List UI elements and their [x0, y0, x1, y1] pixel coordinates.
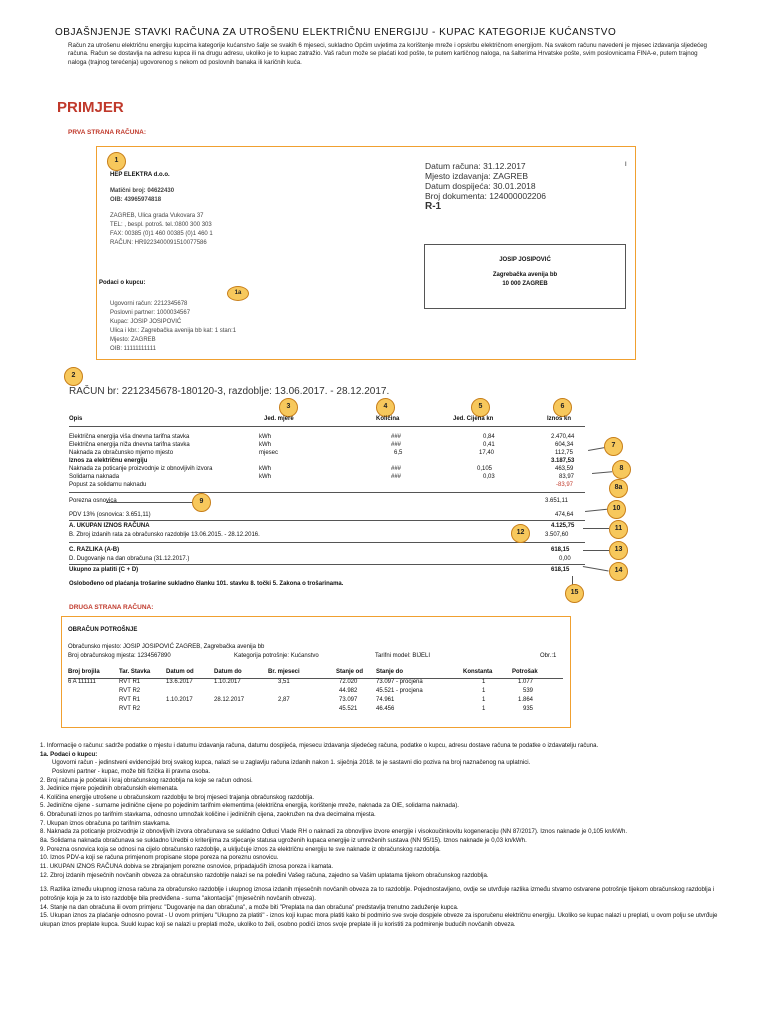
grand-total-row: Ukupno za platiti (C + D) 618,15 — [69, 567, 570, 573]
badge-13: 13 — [609, 541, 628, 560]
tax-base-row: Porezna osnovica 3.651,11 — [69, 498, 568, 504]
first-page-label: PRVA STRANA RAČUNA: — [68, 129, 146, 136]
issuer-account: RAČUN: HR9223400091510077586 — [110, 240, 207, 246]
badge-11: 11 — [609, 520, 628, 539]
invoice-first-page — [96, 146, 636, 360]
invoice-place: Mjesto izdavanja: ZAGREB — [425, 171, 528, 181]
col-header-opis: Opis — [69, 416, 83, 422]
note-item: 10. Iznos PDV-a koji se računa primjenom propisane stope poreza na poreznu osnovicu. — [40, 854, 279, 862]
invoice-due-date: Datum dospijeća: 30.01.2018 — [425, 181, 536, 191]
intro-text: Račun za utrošenu električnu energiju kupcima kategorije kućanstvo šalje se svakih 6 mjeseci, sukladno Općim uvjetima za korištenje mreže i opskrbu električnom energijom. Na svakom računu navedeni je mjesec izdavanja sljedećeg računa. Račun se dostavlja na adresu kupca ili na drugu adresu, ukoliko je to kupac zatražio. Vaš račun može se plaćati kod pošte, te putem kartičnog naloga, na šalterima Hrvatske pošte, svim poslovnicama FINA-e, putem trajnog naloga (trajnog terećenja) ugovorenog s nekom od poslovnih banaka ili karičnih kuća. — [68, 42, 707, 66]
badge-14: 14 — [609, 562, 628, 581]
vat-row: PDV 13% (osnovica: 3.651,11) 474,64 — [69, 512, 574, 518]
badge-4: 4 — [376, 398, 395, 417]
table-row: Električna energija viša dnevna tarifna stavka kWh ### 0,84 2.470,44 — [69, 434, 575, 440]
consumption-category: Kategorija potrošnje: Kućanstvo — [234, 653, 319, 659]
note-item: Poslovni partner - kupac, može biti fizička ili pravna osoba. — [52, 767, 211, 775]
note-item: 8. Naknada za poticanje proizvodnje iz obnovljivih izvora obračunava se sukladno Odluci Vlade RH o naknadi za obnovljive izvore energije i visokoučinkovitu kogeneraciju (NN 87/2017). Iznos naknade je 0,105 kn/kWh. — [40, 828, 628, 836]
buyer-line: Ugovorni račun: 2212345678 — [110, 301, 188, 307]
table-row: Popust za solidarnu naknadu -83,97 — [69, 482, 574, 488]
note-item: 14. Stanje na dan obračuna ili ovom primjeru: "Dugovanje na dan obračuna", a može biti "Preplata na dan obračuna" predstavlja trenutno zaduženje kupca. — [40, 903, 459, 911]
col-header-jed: Jed. mjere — [264, 416, 294, 422]
diff-c-row: C. RAZLIKA (A-B) 618,15 — [69, 547, 570, 553]
note-item: 5. Jedinične cijene - sumarne jedinične cijene po pojedinim tarifnim elementima (električna energija, korištenje mreže, naknada za OIE, solidarna naknada). — [40, 802, 459, 810]
badge-8: 8 — [612, 460, 631, 479]
metering-point: Obračunsko mjesto: JOSIP JOSIPOVIĆ ZAGREB, Zagrebačka avenija bb — [68, 644, 265, 650]
consumption-table: Broj brojila Tar. Stavka Datum od Datum do Br. mjeseci Stanje od Stanje do Konstanta Potrošak 6 A 111111 RVT R1 13.6.2017 1.10.2017 3,51 72.020 73.097 - procjena 1 1.077 RVT R2 44.982 45.521 - procjena 1 539 RVT R1 1.10.2017 28.12.2017 2,87 73.097 74.961 1 1.864 RVT R2 45.521 46.456 1 935 — [68, 669, 563, 719]
table-row: RVT R1 1.10.2017 28.12.2017 2,87 73.097 74.961 1 1.864 — [119, 697, 534, 703]
note-item: 4. Količina energije utrošene u obračunskom razdoblju te broj mjeseci trajanja obračunskog razdoblja. — [40, 793, 315, 801]
note-item: Ugovorni račun - jedinstveni evidencijski broj svakog kupca, nalazi se u zaglavlju računa izdanih nakon 1. siječnja 2018. te je sastavni dio poziva na broj naznačenog na uplatnici. — [52, 759, 531, 767]
invoice-date: Datum računa: 31.12.2017 — [425, 161, 526, 171]
table-row: RVT R2 44.982 45.521 - procjena 1 539 — [119, 688, 534, 694]
issuer-address: ZAGREB, Ulica grada Vukovara 37 — [110, 213, 204, 219]
note-item: 7. Ukupan iznos obračuna po tarifnim stavkama. — [40, 819, 171, 827]
badge-2: 2 — [64, 367, 83, 386]
issuer-name: HEP ELEKTRA d.o.o. — [110, 172, 170, 178]
tariff-model: Tarifni model: BIJELI — [375, 653, 431, 659]
note-item: 2. Broj računa je početak i kraj obračunskog razdoblja na koje se račun odnosi. — [40, 776, 253, 784]
buyer-line: OIB: 11111111111 — [110, 346, 156, 352]
table-row: Električna energija niža dnevna tarifna stavka kWh ### 0,41 604,34 — [69, 442, 574, 448]
badge-12: 12 — [511, 524, 530, 543]
obr-number: Obr.:1 — [540, 653, 557, 659]
note-item: 6. Obračunati iznos po tarifnim stavkama, odnosno umnožak količine i jediničnih cijena, zaokružen na dva decimalna mjesta. — [40, 811, 376, 819]
buyer-line: Poslovni partner: 1000034567 — [110, 310, 191, 316]
col-header-iznos: Iznos kn — [547, 416, 572, 422]
total-b-row: B. Zbroj izdanih rata za obračunsko razdoblje 13.06.2015. - 28.12.2016. 3.507,60 — [69, 532, 569, 538]
note-item: 12. Zbroj izdanih mjesečnih novčanih obveza za obračunsko razdoblje nalazi se na poleđini Vašeg računa, zajedno sa Vašim uplatama tijekom obračunskog razdoblja. — [40, 871, 489, 879]
note-item: 1a. Podaci o kupcu: — [40, 750, 98, 758]
invoice-r1: R-1 — [425, 201, 442, 212]
col-header-cijena: Jed. Cijena kn — [453, 416, 494, 422]
invoice-mark: I — [625, 162, 627, 168]
recipient-street: Zagrebačka avenija bb — [492, 272, 558, 278]
table-row: Solidarna naknada kWh ### 0,03 83,97 — [69, 474, 575, 480]
col-header-kol: Količina — [376, 416, 400, 422]
badge-15: 15 — [565, 584, 584, 603]
total-a-row: A. UKUPAN IZNOS RAČUNA 4.125,75 — [69, 523, 575, 529]
buyer-line: Ulica i kbr.: Zagrebačka avenija bb kat: 1 stan:1 — [110, 328, 237, 334]
explanation-notes — [40, 742, 720, 929]
invoice-doc-number: Broj dokumenta: 124000002206 — [425, 191, 546, 201]
issuer-fax: FAX: 00385 (0)1 460 00385 (0)1 460 1 — [110, 231, 213, 237]
badge-7: 7 — [604, 437, 623, 456]
invoice-table — [69, 416, 585, 606]
note-item: 11. UKUPAN IZNOS RAČUNA dobiva se zbrajanjem porezne osnovice, pripadajućih iznosa poreza i kamata. — [40, 862, 334, 870]
debt-d-row: D. Dugovanje na dan obračuna (31.12.2017.) 0,00 — [69, 556, 571, 562]
recipient-city: 10 000 ZAGREB — [502, 281, 548, 287]
badge-5: 5 — [471, 398, 490, 417]
table-row: Naknada za obračunsko mjerno mjesto mjesec 6,5 17,40 112,75 — [69, 450, 573, 456]
badge-6: 6 — [553, 398, 572, 417]
note-item: 15. Ukupan iznos za plaćanje odnosno povrat - U ovom primjeru "Ukupno za platiti" - iznos koji kupac mora platiti kako bi podmirio sve svoje dospjele obveze za isporučenu električnu energiju. Ukoliko se kupac nalazi u preplati, u ovom polju se utvrđuje ukupan iznos preplate kupca. Suukl kupac koji se nalazi u preplati može, ukoliko to želi, osobno podići iznos svoje preplate ili ju koristiti za podmirenje budućih novčanih obveza. — [40, 912, 718, 928]
issuer-mb: Matični broj: 04622430 — [110, 188, 175, 194]
example-heading: PRIMJER — [57, 99, 124, 116]
note-item: 1. Informacije o računu: sadrže podatke o mjestu i datumu izdavanja računa, datumu dospijeća, mjesecu izdavanja sljedećeg računa, podatke o kupcu, adresu dostave računa te podatke o izdavatelju računa. — [40, 742, 599, 749]
badge-1a: 1a — [227, 286, 249, 301]
excise-note: Oslobođeno od plaćanja trošarine sukladno članku 101. stavku 8. točki 5. Zakona o trošarinama. — [69, 581, 344, 587]
badge-1: 1 — [107, 152, 126, 171]
metering-number: Broj obračunskog mjesta: 1234567890 — [68, 653, 171, 659]
buyer-line: Mjesto: ZAGREB — [110, 337, 156, 343]
invoice-second-page — [61, 616, 571, 728]
table-row: Iznos za električnu energiju 3.187,53 — [69, 458, 575, 464]
table-row: Naknada za poticanje proizvodnje iz obnovljivih izvora kWh ### 0,105 463,59 — [69, 466, 574, 472]
badge-8a: 8a — [609, 479, 628, 498]
badge-3: 3 — [279, 398, 298, 417]
note-item: 9. Porezna osnovica koja se odnosi na cijelo obračunsko razdoblje, a uključuje iznos za električnu energiju te sve naknade iz obračunskog razdoblja. — [40, 845, 441, 853]
page-title: OBJAŠNJENJE STAVKI RAČUNA ZA UTROŠENU ELEKTRIČNU ENERGIJU - KUPAC KATEGORIJE KUĆANSTVO — [55, 27, 617, 38]
consumption-heading: OBRAČUN POTROŠNJE — [68, 627, 138, 633]
note-item: 3. Jedinice mjere pojedinih obračunskih elemenata. — [40, 785, 179, 793]
buyer-line: Kupac: JOSIP JOSIPOVIĆ — [110, 319, 182, 325]
note-item: 13. Razlika između ukupnog iznosa računa za obračunsko razdoblje i ukupnog iznosa izdanih mjesečnih novčanih obveza za to razdoblje. Pojednostavljeno, ovdje se utvrđuje razlika između stvarno ostvarene potrošnje tijekom obračunskog razdoblja i potrošnje koja je za to isto razdoblje bila predviđena - suma "akontacija" (mjesečnih novčanih obveza). — [40, 886, 715, 902]
note-item: 8a. Solidarna naknada obračunava se sukladno Uredbi o kriterijima za stjecanje statusa ugroženih kupaca energije iz umreženih sustava (NN 95/15). Iznos naknade je 0,03 kn/kWh. — [40, 837, 527, 845]
badge-10: 10 — [607, 500, 626, 519]
recipient-name: JOSIP JOSIPOVIĆ — [499, 257, 551, 263]
issuer-tel: TEL: , bespl. potroš. tel.:0800 300 303 — [110, 222, 212, 228]
invoice-number-line: RAČUN br: 2212345678-180120-3, razdoblje: 13.06.2017. - 28.12.2017. — [69, 386, 390, 397]
second-page-label: DRUGA STRANA RAČUNA: — [69, 604, 154, 611]
issuer-oib: OIB: 43965974818 — [110, 197, 162, 203]
table-row: RVT R2 45.521 46.456 1 935 — [119, 706, 534, 712]
buyer-heading: Podaci o kupcu: — [99, 280, 146, 286]
recipient-box — [424, 244, 626, 309]
badge-9: 9 — [192, 493, 211, 512]
table-row: 6 A 111111 RVT R1 13.6.2017 1.10.2017 3,51 72.020 73.097 - procjena 1 1.077 — [68, 679, 534, 685]
